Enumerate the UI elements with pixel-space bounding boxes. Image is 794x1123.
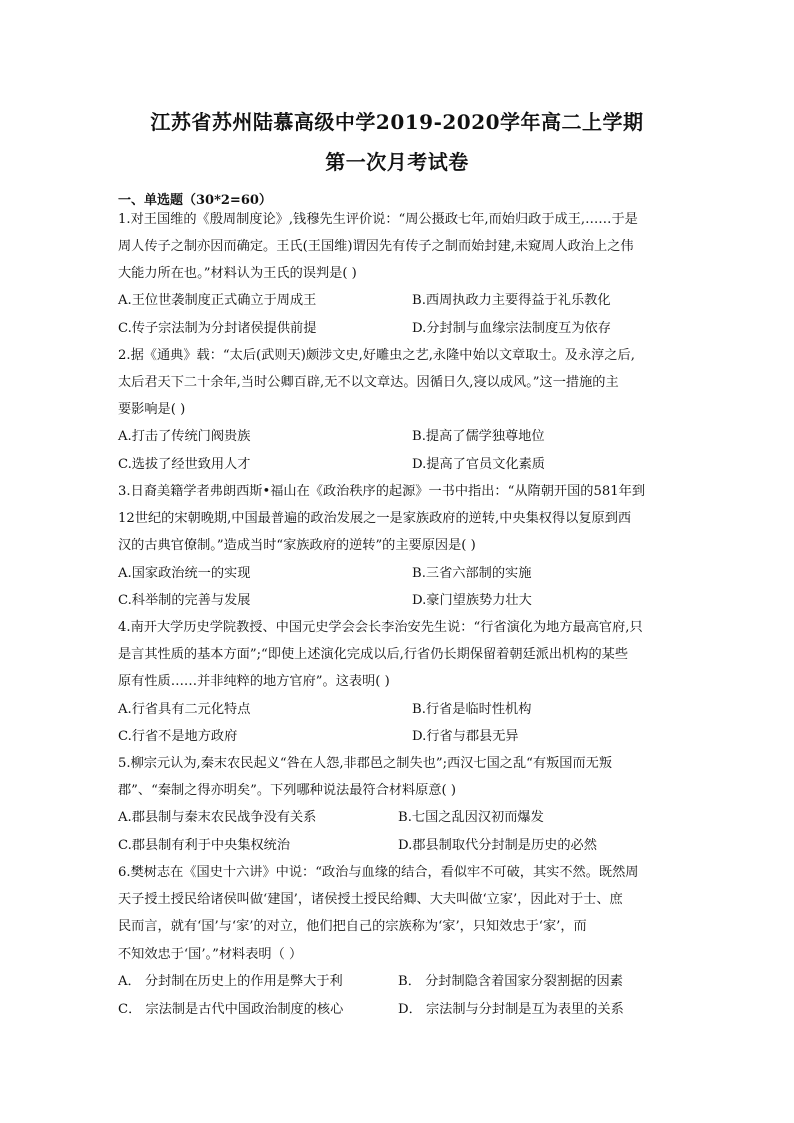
question-3-line-2: 12世纪的宋朝晚期,中国最普遍的政治发展之一是家族政府的逆转,中央集权得以复原到西: [118, 511, 632, 526]
question-1-line-1: 1.对王国维的《殷周制度论》,钱穆先生评价说：“周公摄政七年,而始归政于成王,……于是: [118, 212, 638, 227]
question-4-option-d: D.行省与郡县无异: [412, 729, 519, 744]
question-3-option-d: D.豪门望族势力壮大: [412, 593, 532, 608]
question-2-line-1: 2.据《通典》载：“太后(武则天)颇涉文史,好雕虫之艺,永隆中始以文章取士。及永淳之后,: [118, 348, 635, 363]
section-heading: 一、单选题（30*2=60）: [118, 193, 272, 208]
question-4-option-b: B.行省是临时性机构: [412, 702, 532, 717]
question-5-option-d: D.郡县制取代分封制是历史的必然: [398, 838, 597, 853]
question-1-option-a: A.王位世袭制度正式确立于周成王: [118, 293, 317, 308]
question-6-option-c: C． 宗法制是古代中国政治制度的核心: [118, 1002, 344, 1017]
question-3-option-b: B.三省六部制的实施: [412, 566, 532, 581]
question-2-option-a: A.打击了传统门阀贵族: [118, 429, 251, 444]
question-5-option-c: C.郡县制有利于中央集权统治: [118, 838, 291, 853]
question-6-line-4: 不知效忠于‘国’。”材料表明（ ）: [118, 947, 303, 962]
question-4-line-3: 原有性质……并非纯粹的地方官府”。这表明( ): [118, 674, 390, 689]
question-6-option-a: A． 分封制在历史上的作用是弊大于利: [118, 974, 343, 989]
question-1-option-b: B.西周执政力主要得益于礼乐教化: [412, 293, 611, 308]
question-2-option-c: C.选拔了经世致用人才: [118, 457, 251, 472]
question-4-line-2: 是言其性质的基本方面”;“即使上述演化完成以后,行省仍长期保留着朝廷派出机构的某些: [118, 647, 629, 662]
question-5-line-2: 郡”、“秦制之得亦明矣”。下列哪种说法最符合材料原意( ): [118, 783, 457, 798]
question-2-option-d: D.提高了官员文化素质: [412, 457, 545, 472]
question-6-option-b: B． 分封制隐含着国家分裂割据的因素: [398, 974, 623, 989]
question-1-line-3: 大能力所在也。”材料认为王氏的误判是( ): [118, 266, 357, 281]
question-3-line-1: 3.日裔美籍学者弗朗西斯•福山在《政治秩序的起源》一书中指出：“从隋朝开国的581年到: [118, 484, 646, 499]
question-3-option-c: C.科举制的完善与发展: [118, 593, 251, 608]
question-5-option-b: B.七国之乱因汉初而爆发: [398, 810, 544, 825]
question-1-line-2: 周人传子之制亦因而确定。王氏(王国维)谓因先有传子之制而始封建,未窥周人政治上之伟: [118, 239, 634, 254]
question-4-option-c: C.行省不是地方政府: [118, 729, 238, 744]
question-2-option-b: B.提高了儒学独尊地位: [412, 429, 545, 444]
question-6-option-d: D． 宗法制与分封制是互为表里的关系: [398, 1002, 624, 1017]
question-2-line-2: 太后君天下二十余年,当时公卿百辟,无不以文章达。因循日久,寖以成风。”这一措施的主: [118, 375, 619, 390]
question-1-option-d: D.分封制与血缘宗法制度互为依存: [412, 321, 611, 336]
page-subtitle: 第一次月考试卷: [325, 150, 469, 174]
question-4-option-a: A.行省具有二元化特点: [118, 702, 251, 717]
question-6-line-2: 天子授土授民给诸侯叫做‘建国’，诸侯授土授民给卿、大夫叫做‘立家’，因此对于士、庶: [118, 892, 623, 907]
question-4-line-1: 4.南开大学历史学院教授、中国元史学会会长李治安先生说：“行省演化为地方最高官府,只: [118, 620, 643, 635]
question-5-option-a: A.郡县制与秦末农民战争没有关系: [118, 810, 317, 825]
question-1-option-c: C.传子宗法制为分封诸侯提供前提: [118, 321, 317, 336]
question-3-line-3: 汉的古典官僚制。”造成当时“家族政府的逆转”的主要原因是( ): [118, 538, 476, 553]
question-6-line-3: 民而言，就有‘国’与‘家’的对立，他们把自己的宗族称为‘家’，只知效忠于‘家’，而: [118, 919, 587, 934]
question-6-line-1: 6.樊树志在《国史十六讲》中说：“政治与血缘的结合，看似牢不可破，其实不然。既然周: [118, 865, 639, 880]
question-3-option-a: A.国家政治统一的实现: [118, 566, 251, 581]
page-title: 江苏省苏州陆慕高级中学2019-2020学年高二上学期: [150, 110, 644, 134]
question-2-line-3: 要影响是( ): [118, 402, 186, 417]
question-5-line-1: 5.柳宗元认为,秦末农民起义“咎在人怨,非郡邑之制失也”;西汉七国之乱“有叛国而无叛: [118, 756, 613, 771]
